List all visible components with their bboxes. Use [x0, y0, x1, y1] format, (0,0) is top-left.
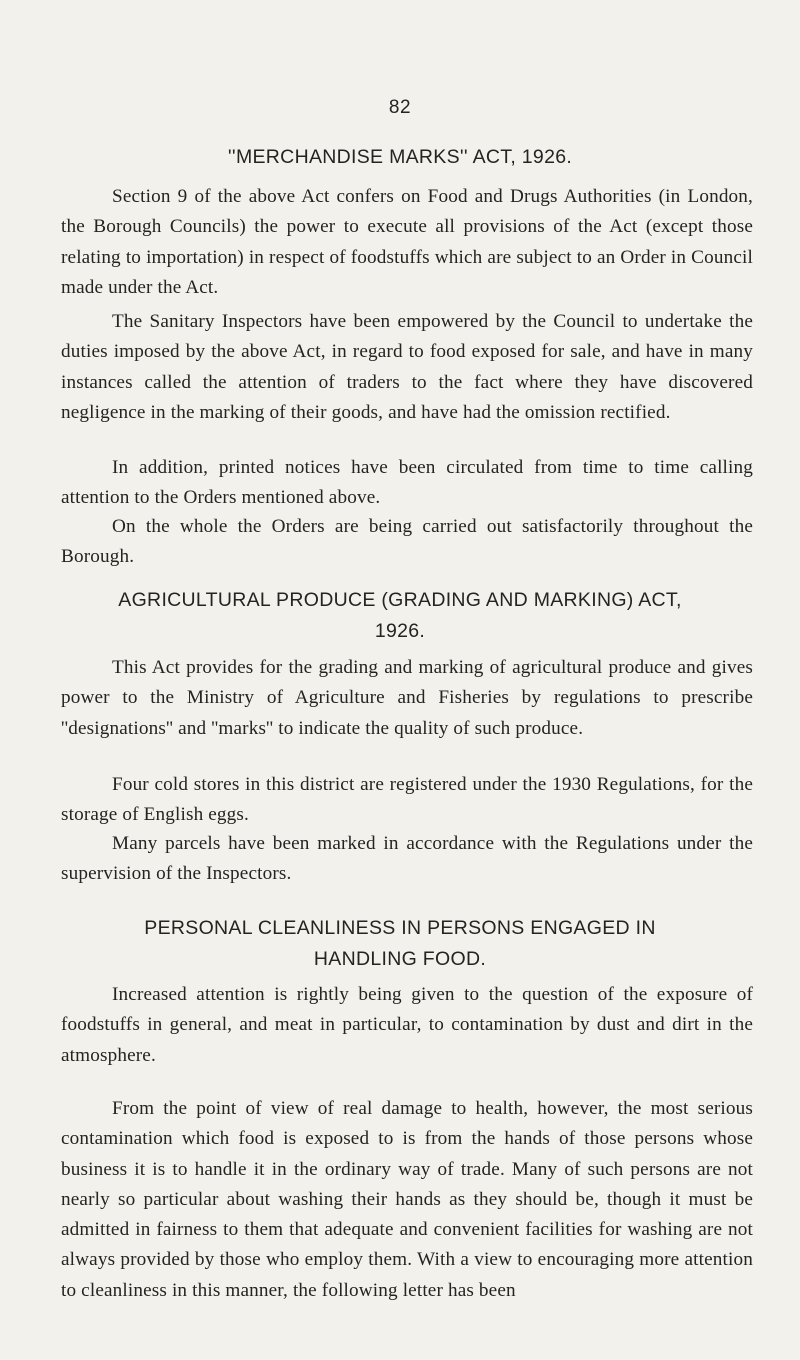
section-heading-agricultural-produce: AGRICULTURAL PRODUCE (GRADING AND MARKING) ACT, 1926. [118, 589, 682, 642]
paragraph: Four cold stores in this district are registered under the 1930 Regulations, for the storage of English eggs. [61, 774, 753, 826]
paragraph: Many parcels have been marked in accordance with the Regulations under the supervision of the Inspectors. [61, 833, 753, 885]
section-heading-merchandise-marks: ''MERCHANDISE MARKS'' ACT, 1926. [227, 146, 573, 168]
paragraph: Increased attention is rightly being given to the question of the exposure of foodstuffs in general, and meat in particular, to contamination by dust and dirt in the atmosphere. [61, 984, 753, 1066]
paragraph: Section 9 of the above Act confers on Food and Drugs Authorities (in London, the Borough Councils) the power to execute all provisions of the Act (except those relating to importation) in respect of foodstuffs which are subject to an Order in Council made under the Act. [61, 186, 753, 298]
section-heading-personal-cleanliness: PERSONAL CLEANLINESS IN PERSONS ENGAGED IN HANDLING FOOD. [144, 917, 656, 970]
paragraph: The Sanitary Inspectors have been empowered by the Council to undertake the duties imposed by the above Act, in regard to food exposed for sale, and have in many instances called the attention of traders to the fact where they have discovered negligence in the marking of their goods, and have had the omission rectified. [61, 311, 753, 423]
page-number: 82 [388, 97, 412, 118]
paragraph: On the whole the Orders are being carried out satisfactorily throughout the Borough. [61, 516, 753, 568]
paragraph: This Act provides for the grading and marking of agricultural produce and gives power to the Ministry of Agriculture and Fisheries by regulations to prescribe ''designations'' and ''marks'' to indicate the quality of such produce. [61, 657, 753, 739]
paragraph: In addition, printed notices have been circulated from time to time calling attention to the Orders mentioned above. [61, 457, 753, 509]
paragraph: From the point of view of real damage to health, however, the most serious contamination which food is exposed to is from the hands of those persons whose business it is to handle it in the ordinary way of trade. Many of such persons are not nearly so particular about washing their hands as they should be, though it must be admitted in fairness to them that adequate and convenient facilities for washing are not always provided by those who employ them. With a view to encouraging more attention to cleanliness in this manner, the following letter has been [61, 1098, 753, 1301]
